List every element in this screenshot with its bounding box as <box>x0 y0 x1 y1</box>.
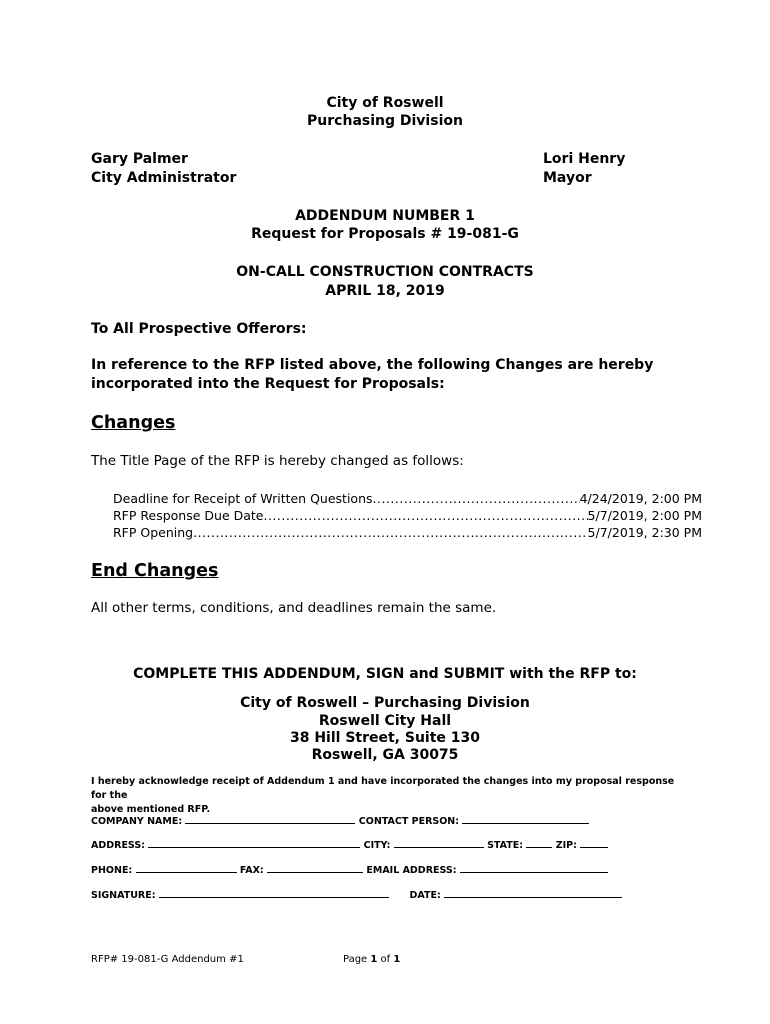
company-name-field[interactable] <box>185 814 355 824</box>
phone-row <box>91 863 608 876</box>
schedule-label: RFP Opening <box>113 525 194 540</box>
mayor-title: Mayor <box>543 170 592 186</box>
schedule-value: 5/7/2019, 2:30 PM <box>587 525 702 540</box>
mayor-name: Lori Henry <box>543 151 626 167</box>
division-name: Purchasing Division <box>307 113 463 129</box>
contact-person-field[interactable] <box>462 814 589 824</box>
remaining-note: All other terms, conditions, and deadlines remain the same. <box>91 600 497 616</box>
page-total: 1 <box>393 954 401 965</box>
acknowledgement-line-2: above mentioned RFP. <box>91 804 211 815</box>
project-title: ON-CALL CONSTRUCTION CONTRACTS <box>236 264 534 280</box>
address-line-1: City of Roswell – Purchasing Division <box>240 695 530 711</box>
signature-row <box>91 888 622 901</box>
title-page-note: The Title Page of the RFP is hereby changed as follows: <box>91 453 464 469</box>
phone-field[interactable] <box>136 863 237 873</box>
acknowledgement-line-1: I hereby acknowledge receipt of Addendum 1 and have incorporated the changes into my proposal response for the <box>91 776 675 801</box>
page-current: 1 <box>370 954 378 965</box>
email-label: EMAIL ADDRESS: <box>366 865 457 876</box>
email-field[interactable] <box>460 863 608 873</box>
city-label: CITY: <box>363 840 391 851</box>
dot-leader <box>373 490 580 507</box>
dot-leader <box>193 524 587 541</box>
zip-label: ZIP: <box>555 840 577 851</box>
address-row <box>91 838 608 851</box>
city-field[interactable] <box>394 838 484 848</box>
acknowledgement <box>91 775 691 817</box>
state-field[interactable] <box>526 838 552 848</box>
administrator-title: City Administrator <box>91 170 237 186</box>
schedule-row <box>113 524 702 541</box>
address-line-4: Roswell, GA 30075 <box>311 747 459 763</box>
addendum-date: APRIL 18, 2019 <box>325 283 445 299</box>
address-field[interactable] <box>148 838 360 848</box>
intro-line-2: incorporated into the Request for Proposals: <box>91 376 445 392</box>
addendum-number: ADDENDUM NUMBER 1 <box>295 208 475 224</box>
schedule-row <box>113 507 702 524</box>
rfp-number: Request for Proposals # 19-081-G <box>251 226 519 242</box>
page-of: of <box>377 954 394 965</box>
changes-heading: Changes <box>91 413 176 433</box>
intro-line-1: In reference to the RFP listed above, the following Changes are hereby <box>91 357 654 373</box>
signature-label: SIGNATURE: <box>91 890 156 901</box>
footer-page-number <box>343 954 400 965</box>
schedule-value: 5/7/2019, 2:00 PM <box>587 508 702 523</box>
schedule-label: RFP Response Due Date <box>113 508 264 523</box>
address-label: ADDRESS: <box>91 840 145 851</box>
schedule-value: 4/24/2019, 2:00 PM <box>579 491 702 506</box>
zip-field[interactable] <box>580 838 608 848</box>
company-row <box>91 814 589 827</box>
state-label: STATE: <box>487 840 524 851</box>
footer-doc-ref: RFP# 19-081-G Addendum #1 <box>91 954 244 965</box>
city-name: City of Roswell <box>326 95 444 111</box>
dot-leader <box>263 507 587 524</box>
administrator-name: Gary Palmer <box>91 151 188 167</box>
end-changes-heading: End Changes <box>91 561 219 581</box>
schedule-list <box>113 490 702 541</box>
fax-field[interactable] <box>267 863 363 873</box>
submit-instruction: COMPLETE THIS ADDENDUM, SIGN and SUBMIT with the RFP to: <box>133 666 637 682</box>
schedule-label: Deadline for Receipt of Written Questions <box>113 491 373 506</box>
page-prefix: Page <box>343 954 371 965</box>
address-line-2: Roswell City Hall <box>318 713 452 729</box>
contact-person-label: CONTACT PERSON: <box>358 816 460 827</box>
salutation: To All Prospective Offerors: <box>91 321 307 337</box>
address-line-3: 38 Hill Street, Suite 130 <box>289 730 481 746</box>
date-label: DATE: <box>409 890 441 901</box>
signature-field[interactable] <box>159 888 389 898</box>
company-name-label: COMPANY NAME: <box>91 816 183 827</box>
schedule-row <box>113 490 702 507</box>
fax-label: FAX: <box>239 865 264 876</box>
phone-label: PHONE: <box>91 865 133 876</box>
date-field[interactable] <box>444 888 622 898</box>
